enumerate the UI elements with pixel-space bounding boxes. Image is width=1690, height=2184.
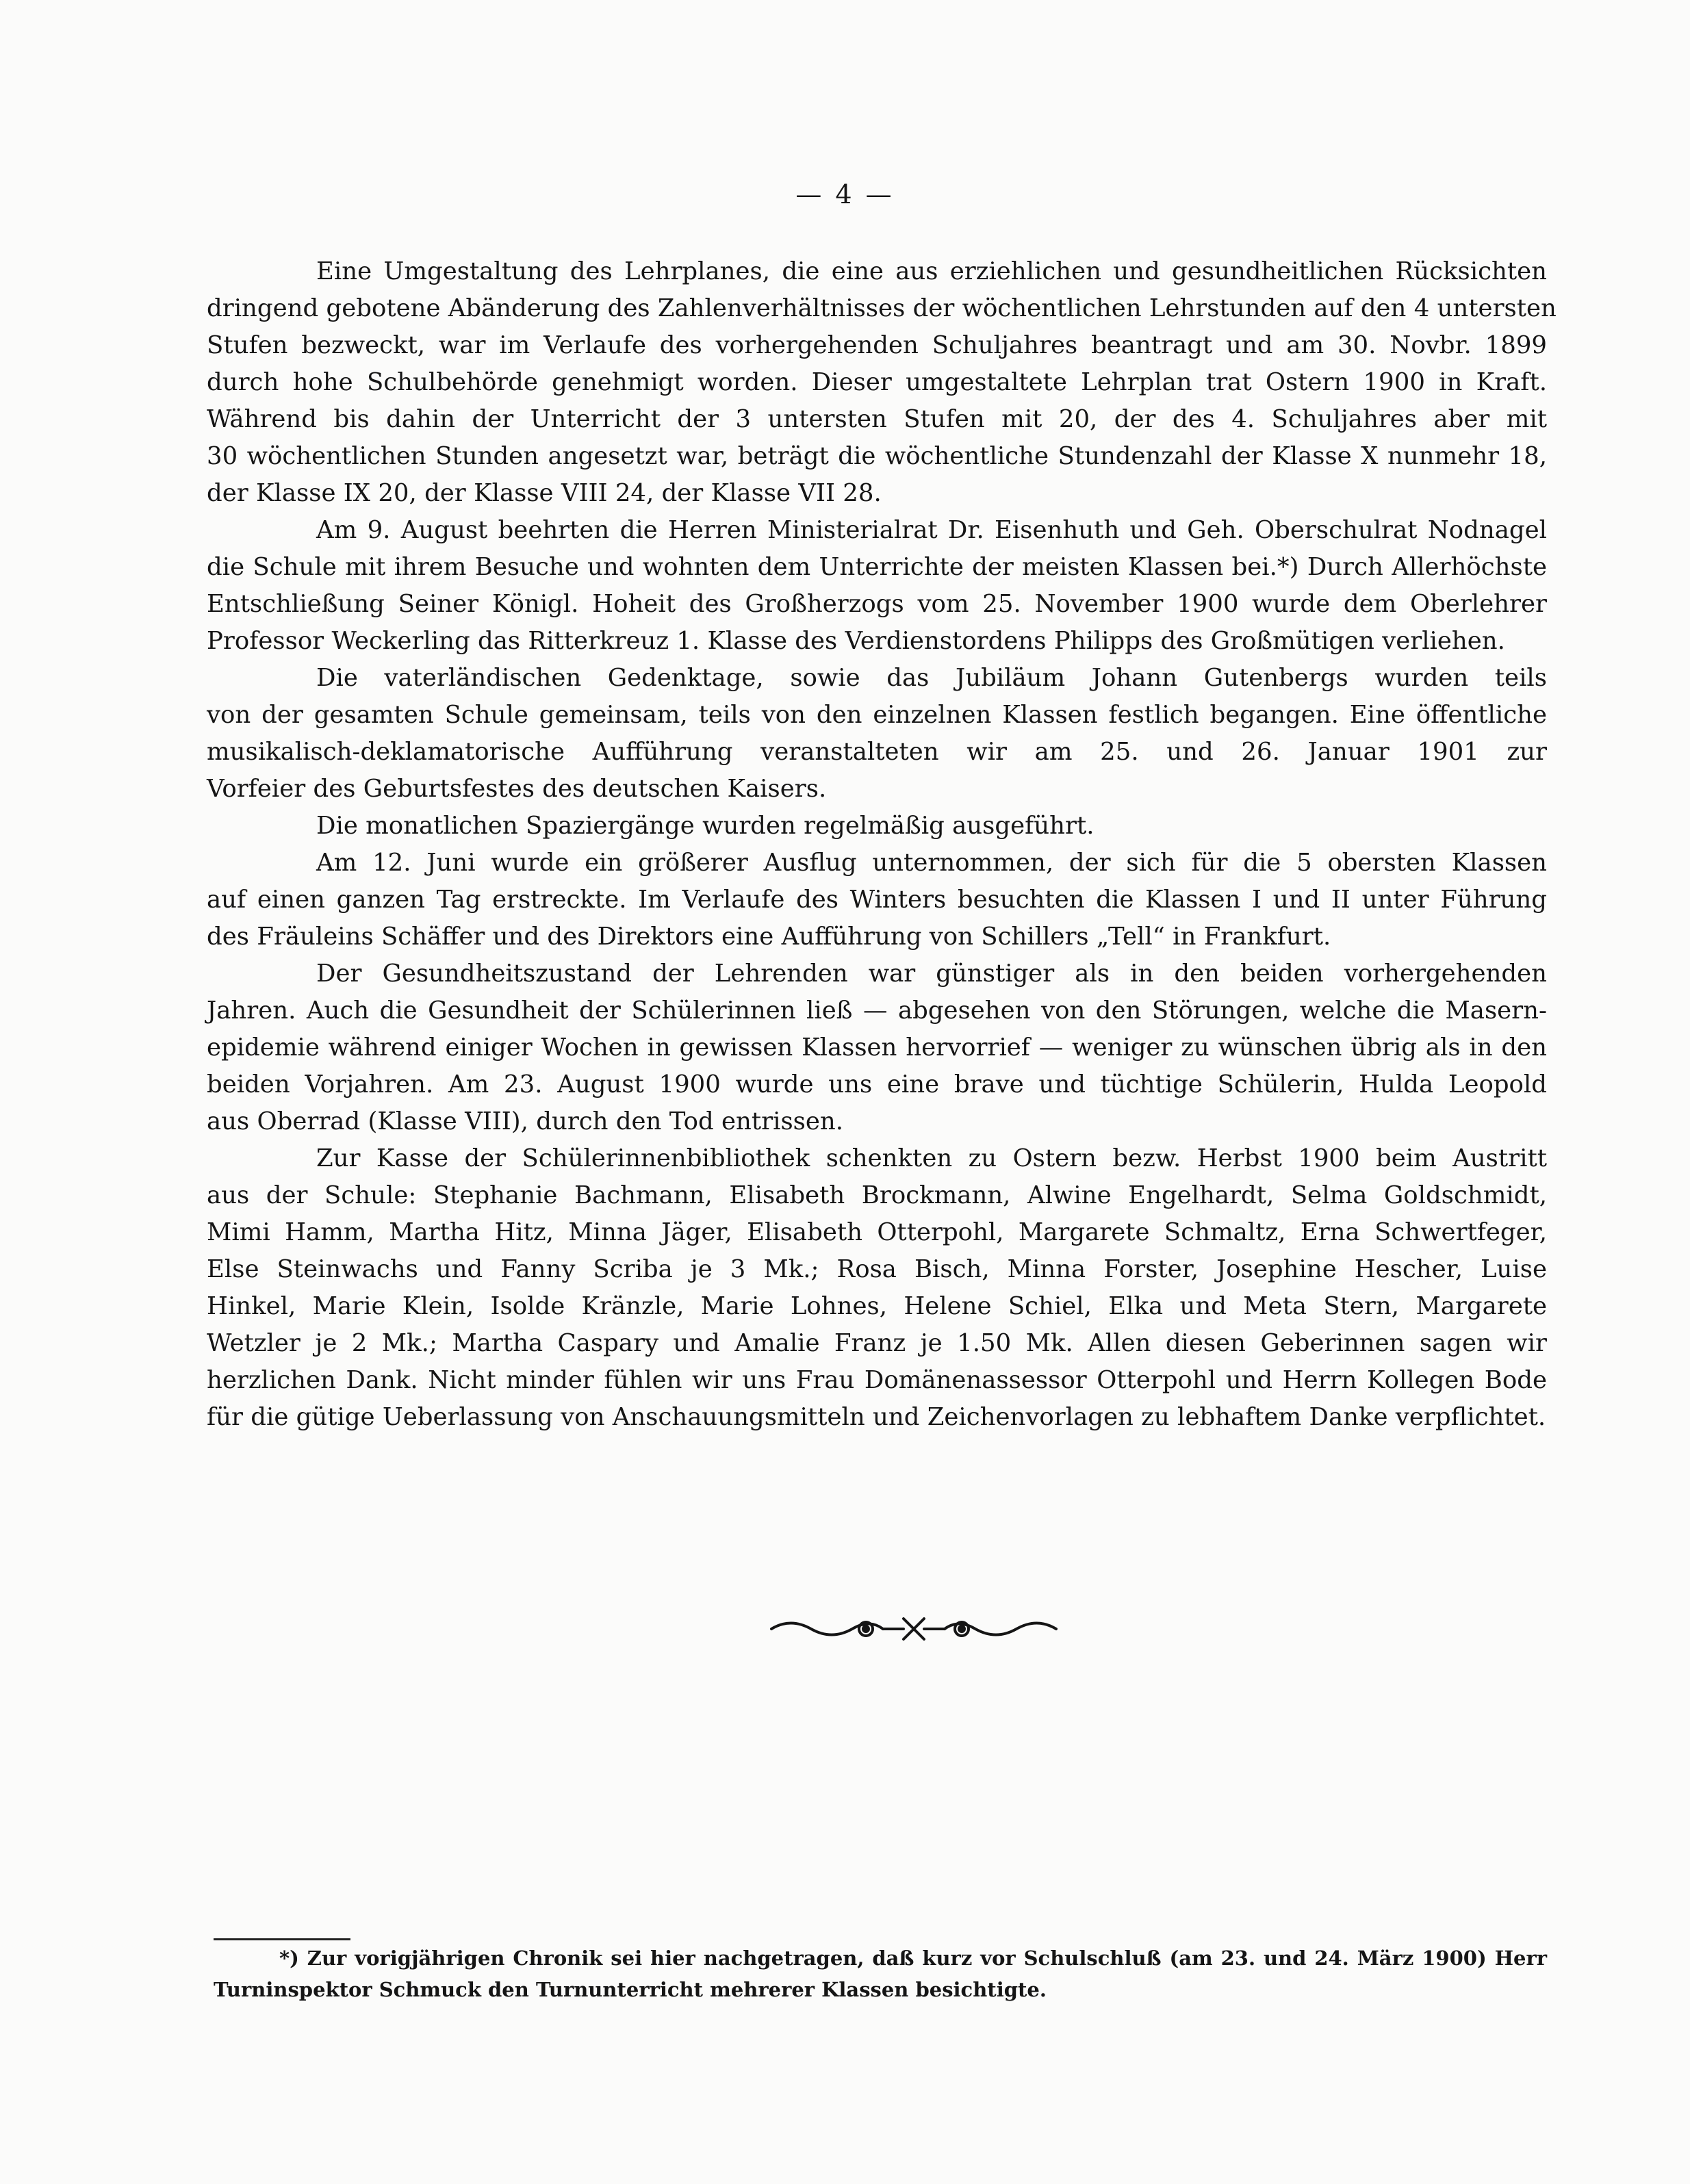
text-line: für die gütige Ueberlassung von Anschauungsmitteln und Zeichenvorlagen zu lebhaftem Danke verpflichtet. [207,1403,1546,1431]
text-line: der Klasse IX 20, der Klasse VIII 24, der Klasse VII 28. [207,479,882,507]
text-line: aus Oberrad (Klasse VIII), durch den Tod entrissen. [207,1107,844,1135]
body-text [207,253,1557,1436]
text-line: Mimi Hamm, Martha Hitz, Minna Jäger, Elisabeth Otterpohl, Margarete Schmaltz, Erna Schwertfeger, [207,1218,1547,1246]
text-line: die Schule mit ihrem Besuche und wohnten dem Unterrichte der meisten Klassen bei.*) Durch Allerhöchste [207,553,1547,581]
text-line: Vorfeier des Geburtsfestes des deutschen Kaisers. [207,775,827,803]
text-line: Am 12. Juni wurde ein größerer Ausflug unternommen, der sich für die 5 obersten Klassen [316,849,1547,877]
text-line: Die vaterländischen Gedenktage, sowie das Jubiläum Johann Gutenbergs wurden teils [316,664,1547,692]
text-line: Else Steinwachs und Fanny Scriba je 3 Mk.; Rosa Bisch, Minna Forster, Josephine Hescher, Luise [207,1255,1547,1283]
text-line: aus der Schule: Stephanie Bachmann, Elisabeth Brockmann, Alwine Engelhardt, Selma Goldschmidt, [207,1181,1547,1209]
text-line: Während bis dahin der Unterricht der 3 untersten Stufen mit 20, der des 4. Schuljahres aber mit [207,405,1547,433]
paragraph-curriculum [207,253,1557,512]
ornament-divider [763,1612,1064,1646]
text-line: Professor Weckerling das Ritterkreuz 1. Klasse des Verdienstordens Philipps des Großmütigen verliehen. [207,627,1505,655]
footnote-line: *) Zur vorigjährigen Chronik sei hier nachgetragen, daß kurz vor Schulschluß (am 23. und 24. März 1900) Herr [279,1947,1547,1970]
text-line: Am 9. August beehrten die Herren Ministerialrat Dr. Eisenhuth und Geh. Oberschulrat Nodnagel [316,516,1547,544]
text-line: auf einen ganzen Tag erstreckte. Im Verlaufe des Winters besuchten die Klassen I und II unter Führung [207,886,1547,914]
paragraph-donations [207,1140,1547,1436]
text-line: des Fräuleins Schäffer und des Direktors eine Aufführung von Schillers „Tell“ in Frankfurt. [207,923,1331,951]
paragraph-walks [207,808,1547,845]
text-line: Entschließung Seiner Königl. Hoheit des Großherzogs vom 25. November 1900 wurde dem Oberlehrer [207,590,1547,618]
footnote-line: Turninspektor Schmuck den Turnunterricht mehrerer Klassen besichtigte. [214,1978,1047,2001]
text-line: musikalisch-deklamatorische Aufführung veranstalteten wir am 25. und 26. Januar 1901 zur [207,738,1547,766]
text-line: Hinkel, Marie Klein, Isolde Kränzle, Marie Lohnes, Helene Schiel, Elka und Meta Stern, Margarete [207,1292,1547,1320]
text-line: Der Gesundheitszustand der Lehrenden war günstiger als in den beiden vorhergehenden [316,960,1547,988]
text-line: herzlichen Dank. Nicht minder fühlen wir uns Frau Domänenassessor Otterpohl und Herrn Kollegen Bode [207,1366,1547,1394]
text-line: Stufen bezweckt, war im Verlaufe des vorhergehenden Schuljahres beantragt und am 30. Novbr. 1899 [207,331,1547,359]
paragraph-commemorations [207,660,1547,808]
footnote-rule [214,1938,350,1940]
text-line: dringend gebotene Abänderung des Zahlenverhältnisses der wöchentlichen Lehrstunden auf den 4 untersten [207,294,1557,322]
text-line: Zur Kasse der Schülerinnenbibliothek schenkten zu Ostern bezw. Herbst 1900 beim Austritt [316,1144,1547,1172]
page-number: — 4 — [795,179,895,209]
text-line: Eine Umgestaltung des Lehrplanes, die eine aus erziehlichen und gesundheitlichen Rücksichten [316,257,1547,285]
text-line: Wetzler je 2 Mk.; Martha Caspary und Amalie Franz je 1.50 Mk. Allen diesen Geberinnen sagen wir [207,1329,1547,1357]
text-line: Jahren. Auch die Gesundheit der Schülerinnen ließ — abgesehen von den Störungen, welche die Masern- [207,997,1547,1025]
text-line: beiden Vorjahren. Am 23. August 1900 wurde uns eine brave und tüchtige Schülerin, Hulda Leopold [207,1070,1547,1099]
text-line: durch hohe Schulbehörde genehmigt worden. Dieser umgestaltete Lehrplan trat Ostern 1900 in Kraft. [207,368,1547,396]
paragraph-visit [207,512,1547,660]
paragraph-health [207,955,1547,1140]
paragraph-excursion [207,845,1547,955]
text-line: Die monatlichen Spaziergänge wurden regelmäßig ausgeführt. [316,812,1094,840]
footnote [214,1942,1547,2005]
text-line: epidemie während einiger Wochen in gewissen Klassen hervorrief — weniger zu wünschen übrig als in den [207,1033,1547,1062]
text-line: von der gesamten Schule gemeinsam, teils von den einzelnen Klassen festlich begangen. Eine öffentliche [207,701,1547,729]
text-line: 30 wöchentlichen Stunden angesetzt war, beträgt die wöchentliche Stundenzahl der Klasse X nunmehr 18, [207,442,1547,470]
